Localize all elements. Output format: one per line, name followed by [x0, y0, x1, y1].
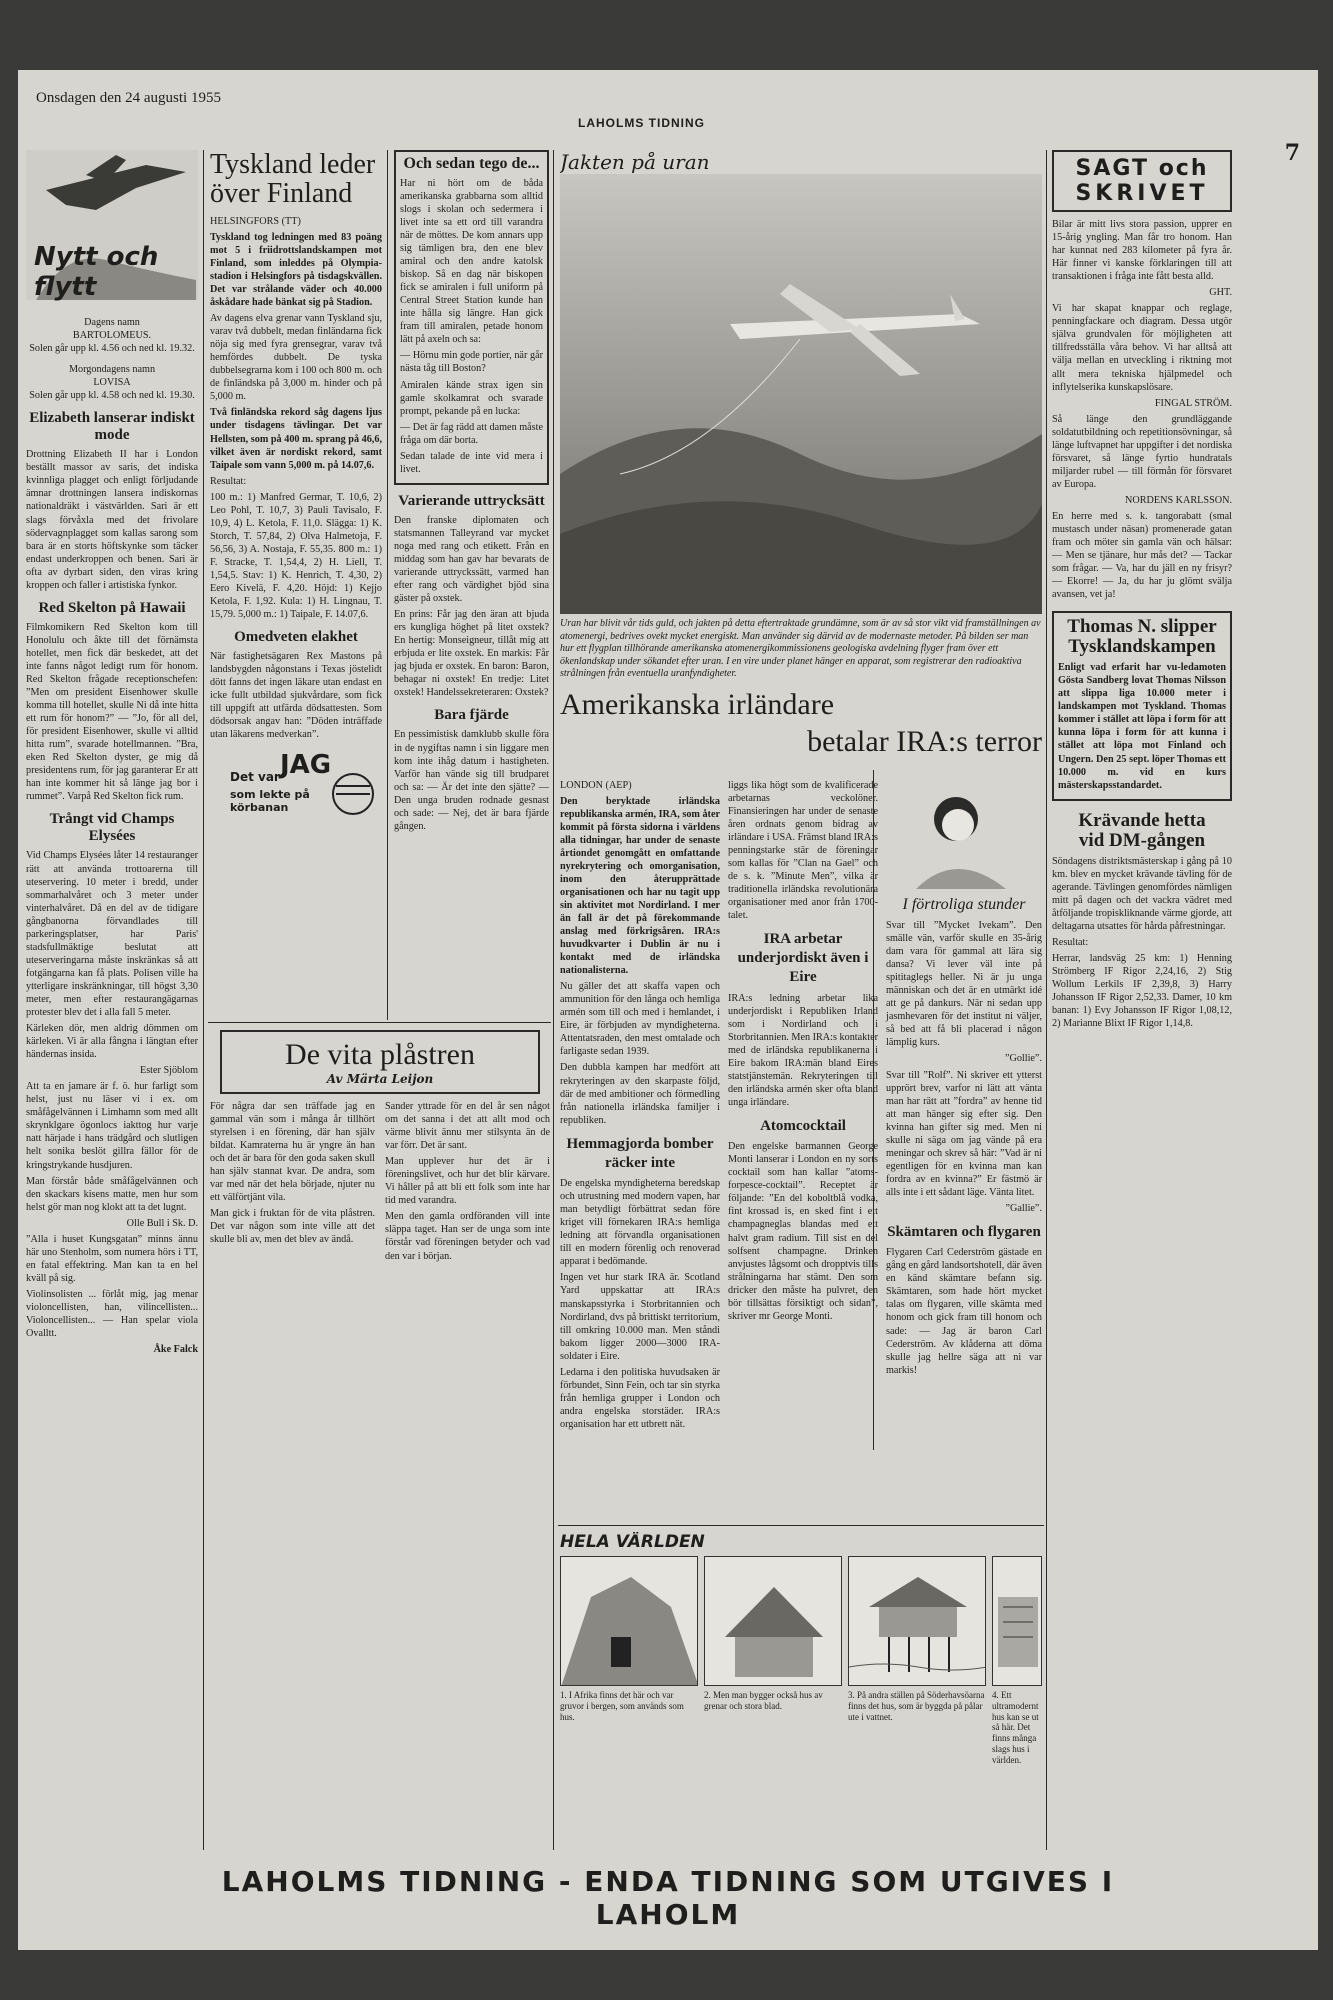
signature: Olle Bull i Sk. D.: [126, 1217, 198, 1229]
sedan-tego-box: [394, 150, 549, 485]
logo-line-1: SAGT och: [1075, 156, 1209, 181]
tomorrow-label: Morgondagens namn: [68, 364, 156, 376]
logo-line-2: SKRIVET: [1075, 181, 1209, 206]
headline-atomcocktail: Atomcocktail: [760, 1118, 846, 1134]
cartoon-caption-2: 2. Men man bygger också hus av grenar och stora blad.: [704, 1690, 823, 1711]
article-text: Filmkomikern Red Skelton kom till Honolulu och åkte till det förnämsta hotellet, men fick där beskedet, att det inte fanns något ledigt rum för honom. Red Skelton frågade receptionschefen: ”Men om president Eisenhower skulle komma till hotellet, skulle Ni då inte hitta ett rum för honom?” — ”Jo, för all del, för president Eisenhower, skulle vi alltid hitta rum”, svarade hotellmannen. ”Bra, eken Red Skelton dyster, ge mig då presidentens rum, för jag garanterar Er att han inte kommer hit så länge jag bor i rummet”. Varpå Red Skelton fick rum.: [26, 621, 198, 803]
cartoon-panel-4: [992, 1556, 1042, 1686]
article-text: Bilar är mitt livs stora passion, upprer en 15-årig yngling. Man får tro honom. Han har kunnat ned 283 kilometer på fyra år. Här finner vi kanske förklaringen till att transaktionen i fråga inte fått besta alld.: [1052, 219, 1232, 283]
article-text: En pessimistisk damklubb skulle föra in de nygiftas namn i sin liggare men kom inte ihåg datum i hastigheten. Varför han vände sig till brudparet och sa: — Är det inte den sjätte? — Den unga bruden rodnade gesnast och sade: — Nej, det är bara fjärde gången.: [394, 729, 549, 832]
signature: FINGAL STRÖM.: [1154, 397, 1232, 409]
article-text: Att ta en jamare är f. ö. hur farligt som helst, just nu läser vi i ex. om småfågelvännen i Limhamn som med allt skrynklgare ögonlocs iakttog hur varje natt härjade i hans trädgård och slutligen helt sonika beslöt gillra fällor för de kringstrykande husdjuren.: [26, 1081, 198, 1171]
article-text: Den dubbla kampen har medfört att rekryteringen av den skarpaste följd, där de med ambitioner och förmedling från nationella irländska familjer i republiken.: [560, 1062, 720, 1126]
signature: ”Gallie”.: [1005, 1203, 1042, 1214]
hela-varlden-strip: [560, 1532, 1042, 1852]
article-text: Sedan talade de inte vid mera i livet.: [400, 450, 543, 475]
headline-omedveten: Omedveten elakhet: [234, 629, 358, 646]
article-text: Vi har skapat knappar och reglage, penningfackare och diagram. Dessa utgör själva grundvalen för möjligheten att tillfredsställa våra behov. Vi har alltså att välja mellan en utveckling i riktning mot allt mera tekniska hjälpmedel och inflytelserika kunskapslösare.: [1052, 303, 1232, 393]
headline-box: De vita plåstren Av Märta Leijon: [220, 1030, 540, 1094]
article-text: Man förstår både småfågelvännen och den skackars kisens matte, men hur som helst gör man nog klokt att ta det lugnt.: [26, 1175, 198, 1213]
sun-today: Solen går upp kl. 4.56 och ned kl. 19.32.: [29, 343, 195, 355]
article-text: Den engelske barmannen George Monti lanserar i London en ny sorts cocktail som han kallar ”atoms-forpesce-cocktail”. Receptet är följande: ”En del koboltblå vodka, fint krossad is, en sked fint i ett champagneglas blandas med ett halvt gram radium. Till sist en del solfsent champagne. Drinken anvjustes lågsomt och dropptvis tills strålningarna har stämt. Den som dricker den måste ha pulvret, den bör tillsättas försiktigt och sidan”, skriver mr George Monti.: [728, 1141, 878, 1322]
article-text: — Det är fag rädd att damen måste fråga om där borta.: [400, 421, 543, 446]
modern-house-icon: [993, 1557, 1042, 1686]
headline-line-1: Amerikanska irländare: [560, 687, 835, 721]
cartoon-panel-3: [848, 1556, 986, 1686]
article-text: Ingen vet hur stark IRA är. Scotland Yard uppskattar att IRA:s manskapsstyrka i Storbritannien och Nordirland, dvs på brittiskt territorium, till omkring 10.000 man. Men ståndi bakom ligger 2000—3000 IRA-soldater i Eire.: [560, 1272, 720, 1362]
cartoon-panel-2: [704, 1556, 842, 1686]
column-6: [1052, 150, 1232, 1870]
ad-line-2: JAG: [280, 749, 332, 780]
headline-line-2: betalar IRA:s terror: [807, 725, 1042, 758]
article-text: Flygaren Carl Cederström gästade en gång en gård landsortshotell, där även en känd skämtare befann sig. Skämtaren, som hade hört mycket talas om flygaren, ville skämta med honom och gick fram till honom och sade: — Jag är baron Carl Cederström. Av klåderna att döma skulle jag hellre säga att ni var markis!: [886, 1247, 1042, 1376]
cave-dwelling-icon: [561, 1557, 698, 1686]
results-text: 100 m.: 1) Manfred Germar, T. 10,6, 2) Leo Pohl, T. 10,7, 3) Pauli Tavisalo, F. 10,9, 4) L. Ketola, F. 11,0. Slägga: 1) K. Storch, T. 57,84, 2) Olva Halmetoja, F. 56,56, 3) A. Nostaja, F. 55,35. 800 m.: 1) F. Stracke, T. 1,54,4, 2) H. Liell, T. 1,54,5. Stav: 1) K. Henrich, T. 4,30, 2) Eero Kivelä, F. 4,20. Höjd: 1) Kejjo Ketola, F. 1,92. Kula: 1) H. Lingnau, T. 15,79. 5,000 m.: 1) Taipale, F. 14.07,6.: [210, 491, 382, 621]
ad-line-3: som lekte på körbanan: [230, 787, 310, 814]
column-2: [210, 150, 382, 1020]
cartoon-caption-3: 3. På andra ställen på Söderhavsöarna finns det hus, som är byggda på pålar ute i vattnet.: [848, 1690, 985, 1722]
column-rule: [387, 150, 388, 1020]
article-text: De engelska myndigheterna beredskap och utrustning med modern vapen, har man betydligt förbättrat sedan före kriget vill förnekaren IRA:s hemliga ledning att förvandla organisationen till en modern förenlig och renoverad apparat i bedömande.: [560, 1178, 720, 1268]
ira-article-col-a: [560, 779, 720, 1434]
headline-line-1: Thomas N. slipper: [1067, 616, 1217, 638]
article-text: En prins: Får jag den äran att bjuda ers kungliga höghet på litet oxstek? En hertig: Monseigneur, tillåt mig att erbjuda er lite oxstek. En markis: Får jag bjuda er oxstek. En baron: Baron, behagar ni oxstek! En tredje: Litet oxstek! Handelssekreteraren: Oxstek?: [394, 609, 549, 699]
article-text: Drottning Elizabeth II har i London beställt massor av saris, det indiska kvinnliga plagget och enligt förljudande ämnar drottningen lansera indiskornas nationaldräkt i västvärlden. Sari är ett slags förvåxla med det frivolare södervagnplagget som kallas sarong som bara är en storts höftskynke som täcker endast underkroppen och benen. Sari är ofta av dyrbart siden, den viras kring kroppen och faller i artistiska fynkor.: [26, 449, 198, 591]
column-3: [394, 150, 549, 1020]
hut-icon: [705, 1557, 842, 1686]
column-4-5: [560, 150, 1042, 1520]
fortroliga-column: [886, 779, 1042, 1434]
article-text: Den franske diplomaten och statsmannen Talleyrand var mycket noga med rang och etikett. Från en middag som han gav har bevarats de varierande uttryckssätt, varmed han efter rang och värdighet bjöd sina gäster på oxstek.: [394, 514, 549, 605]
article-text: När fastighetsägaren Rex Mastons på landsbygden någonstans i Texas jöstelidt dött fanns det ingen läkare utan endast en icke fullt utbildad sjukvårdare, som fick till uppgift att utfärda dödsattesten. Som dödsorsak angav han: ”Döden inträffade utan läkarens medverkan”.: [210, 651, 382, 741]
de-vita-plastren-article: De vita plåstren Av Märta Leijon För några dar sen träffade jag en gammal vän som i många år tillhört styrelsen i en förening, där han själv bildat. Kamraterna hu är yngre än han och det är bara för den goda saken skull han själv stannat kvar. De andra, som var med när det hela började, njuter nu ett välförtjänt vila. Man gick i fruktan för de vita plåstren. Det var någon som inte ville att det skulle bli av, men det blev av ändå. Sander yttrade för en del år sen något om det sanna i det att allt mod och värme blivit ännu mer stilsynta än de var förr. Det är sant. Man upplever hur det är i föreningslivet, och hur det blir kärvare. Vi håller på att bli ett folk som inte har tid med varandra. Men den gamla ordföranden vill inte släppa taget. Han ser de unga som inte förstår vad föreningen betyder och vad den var i början.: [210, 1030, 550, 1850]
article-text: Har ni hört om de båda amerikanska grabbarna som alltid slogs i skolan och sedermera i livet inte sa ett ord till varandra när de möttes. De kom annars upp sig tämligen bra, den ene blev amiral och den andre katolsk biskop. Så en dag när biskopen fick se amiralen i full uniform på Central Street Station kunde han inte hålla sig längre. Han gick fram till amiralen, petade honom lätt på axeln och sa:: [400, 177, 543, 346]
section-rule: [558, 1525, 1044, 1526]
section-rule: [208, 1022, 551, 1023]
article-text: Två finländska rekord såg dagens ljus under tisdagens tävlingar. Det var Hellsten, som på 400 m. sprang på 46,6, vilket även är nordiskt rekord, samt Taipale som vann 5,000 m. på 14.07,6.: [210, 407, 382, 471]
article-text: Vid Champs Elysées låter 14 restauranger rätt att använda trottoarerna till uteservering. 10 meter i bredd, under sommarhalvåret och 3 meter under vinterhalvåret. Då en del av de tidigare gångbanorna förvandlades till parkeringsplatser, har Paris' stadsfullmäktige beslutat att uteserveringarna måste inskränkas så att fotgängarna kan få plats. Polisen ville ha ytterligare inskränkningar, till högst 3,30 meter, men efter restaurangägarnas protester blev det i alla fall 5 meter.: [26, 850, 198, 1019]
headline-skamtaren: Skämtaren och flygaren: [887, 1224, 1041, 1241]
headline-red-skelton: Red Skelton på Hawaii: [38, 599, 186, 616]
photo-title: Jakten på uran: [560, 150, 710, 174]
headline-champs-elysees: Trångt vid Champs Elysées: [49, 811, 175, 845]
headline-line-1: Krävande hetta: [1078, 809, 1206, 831]
article-text: Enligt vad erfarit har vu-ledamoten Gösta Sandberg lovat Thomas Nilsson att slippa liga 10.000 meter i landskampen mot Tyskland. Thomas kommer i stället att löpa i form för att kunna löpa i form för att kunna i stället att löpa mot Finland och Ungern. Den 25 sept. löper Thomas ett 10.000 m. vid en kurs mästerskapsstandardet.: [1058, 662, 1226, 791]
dateline: HELSINGFORS (TT): [210, 215, 301, 227]
article-text: Så länge den grundläggande soldatutbildning och repetitionsövningar, så länge luftvapnet har uppgifter i det nordiska försvaret, så länge fyrtio hundratals miljarder rubel — till förmån för försvaret av Europa.: [1052, 413, 1232, 490]
article-text: Söndagens distriktsmästerskap i gång på 10 km. blev en mycket krävande tävling för de agerande. Tävlingen genomfördes nämligen mitt på dagen och det vackra vädret med åtföljande tropiskliknande värme gjorde, att deltagarna utsattes för hårda påfrestningar.: [1052, 855, 1232, 932]
signature: Åke Falck: [153, 1344, 198, 1356]
signature: Ester Sjöblom: [139, 1065, 198, 1077]
article-text: — Hörnu min gode portier, när går nästa tåg till Boston?: [400, 350, 543, 375]
headline-varierande: Varierande uttrycksätt: [398, 492, 545, 509]
footer-slogan: LAHOLMS TIDNING - ENDA TIDNING SOM UTGIVES I LAHOLM: [221, 1865, 1115, 1931]
namesday-label: Dagens namn: [84, 317, 140, 328]
photo-caption: Uran har blivit vår tids guld, och jakten på detta eftertraktade grundämne, som är av så stor vikt vid framställningen av atomenergi, bedrives ovekt mycket energiskt. Man använder sig därvid av de modernaste metoder. På bilden ser man hur ett flygplan tillhörande amerikanska atomenergikommissionens geologiska avdelning flyger fram över ett ökenlandskap under sökandet efter uran. I en vire under planet hänger en apparat, som registrerar den radioaktiva strålningen från eventuella uranfyndigheter.: [560, 618, 1041, 679]
headline-hemmagjorda: Hemmagjorda bomber räcker inte: [566, 1135, 714, 1171]
headline-ira-eire: IRA arbetar underjordiskt även i Eire: [737, 931, 869, 986]
article-text: Nu gäller det att skaffa vapen och ammunition för den långa och hemliga armén som till och med i hemlandet, i Eire, är förbjuden av myndigheterna. Attentatsraden, den mest omtalade och farligaste sedan 1939.: [560, 981, 720, 1058]
thomas-n-box: [1052, 611, 1232, 800]
ira-headline: [560, 689, 1042, 779]
results-label: Resultat:: [210, 475, 247, 487]
headline-line-2: vid DM-gången: [1078, 829, 1206, 851]
cartoon-panel-1: [560, 1556, 698, 1686]
logo-text: Nytt och flytt: [34, 242, 159, 302]
cartoon-caption-1: 1. I Afrika finns det här och var gruvor i bergen, som används som hus.: [560, 1690, 684, 1722]
headline-bara-fjarde: Bara fjärde: [434, 707, 509, 724]
signature: NORDENS KARLSSON.: [1125, 494, 1232, 506]
article-text: En herre med s. k. tangorabatt (smal mustasch under näsan) promenerade gatan fram och möter sin gamla vän och hälsar: — Men se tjänare, hur mås det? — Tackar som frågar. — Va, har du jäll en ny frisyr? — Ekorre! — Ja, du har ju glömt svälja avansen, vet ja!: [1052, 510, 1232, 601]
headline-elizabeth: Elizabeth lanserar indiskt mode: [29, 410, 195, 444]
bandaged-head-icon: [328, 764, 378, 824]
uranium-plane-photo: [560, 174, 1042, 614]
tomorrow-name: LOVISA: [93, 377, 131, 389]
results-label: Resultat:: [1052, 936, 1089, 948]
strip-title: HELA VÄRLDEN: [560, 1532, 705, 1552]
page-number: 7: [1284, 140, 1300, 166]
column-rule: [553, 150, 554, 1850]
namesday-name: BARTOLOMEUS.: [72, 330, 152, 342]
dateline: LONDON (AEP): [560, 779, 632, 791]
sagt-och-skrivet-logo: [1052, 150, 1232, 212]
column-rule: [1046, 150, 1047, 1850]
article-text: Ledarna i den politiska huvudsaken är förbundet, Sinn Fein, och tar sin styrka från hemliga grupper i London och andra engelska storstäder. IRA:s organisation har ett utbrett nät.: [560, 1366, 720, 1430]
results-text: Herrar, landsväg 25 km: 1) Henning Strömberg IF Rigor 2,24,16, 2) Stig Wollum Lerkils IF 2,39,8, 3) Harry Johansson IF Rigor 2,52,33. Damer, 10 km banan: 1) Evy Johansson IF Rigor 1,08,12, 2) Marianne Blixt IF Rigor 1,14,8.: [1052, 952, 1232, 1030]
issue-date: Onsdagen den 24 augusti 1955: [36, 90, 221, 106]
airplane-photo-icon: [560, 174, 1042, 614]
woman-thinking-icon: [886, 779, 1042, 889]
article-text: Svar till ”Mycket Ivekam”. Den smälle vän, varför skulle en 35-årig dam vara för gammal att lära sig dansa? Vi lever väl inte på spititaglegs heller. Ni är ju unga människan och det är en utmärkt idé att ge på dankurs. När ni sedan upp jasmhevaren för det institut ni väljer, så bed att få bli placerad i någon lämplig kurs.: [886, 920, 1042, 1049]
article-text: Violinsolisten ... förlåt mig, jag menar violoncellisten, han, vilincellisten... Violoncellisten... — Han spelar viola Ovalltt.: [26, 1288, 198, 1340]
column-1: [26, 150, 198, 1870]
headline-tyskland: Tyskland leder över Finland: [210, 150, 376, 210]
headline-line-2: Tysklandskampen: [1068, 636, 1216, 658]
column-rule: [203, 150, 204, 1850]
article-text: Kärleken dör, men aldrig dömmen om kärleken. Vi är alla fångna i längtan efter händernas insida.: [26, 1023, 198, 1061]
cartoon-caption-4: 4. Ett ultramodernt hus kan se ut så här. Det finns många slags hus i världen.: [992, 1690, 1039, 1765]
article-lead: Den beryktade irländska republikanska armén, IRA, som åter kommit på första sidorna i världens alla tidningar, har under de senaste årtiondet genomgått en omfattande nyrekrytering och omorganisation, inom den återupprättade organisationen och har nu tagit upp sin aktivitet mot Nordirland. I mer än fall är det på förekommande anslag med förkrigsåren. IRA:s huvudkvarter i Dublin är nu i kontakt med de irländska nationalisterna.: [560, 795, 720, 977]
signature: GHT.: [1209, 287, 1232, 299]
sun-tomorrow: Solen går upp kl. 4.58 och ned kl. 19.30.: [29, 390, 195, 402]
article-text: IRA:s ledning arbetar lika underjordiskt i Republiken Irland som i Nordirland och i Storbritannien. Men IRA:s kontakter med de irländska republikanerna i Eire bakom IRA:män bland Eires statstjänstemän. Rekryteringen till den irländska armén sker ofta bland unga irländare.: [728, 992, 878, 1108]
headline-fortroliga: I förtroliga stunder: [902, 895, 1026, 913]
article-text: Svar till ”Rolf”. Ni skriver ett ytterst upprört brev, varfor ni lätt att vänta man har rätt att ”fordra” av henne tid att man hänger sig efter sig. Den kvinna han gifter sig med. Men ni skulle ni säga om jag vände på era meningar och skrev så här: ”Vad är ni egentligen för en kvinna man kan fordra av en kvinna?” Er fästmö är alls inte i ett sådant läge. Vänta litet.: [886, 1069, 1042, 1198]
nytt-och-flytt-logo: [26, 150, 198, 300]
signature: ”Gollie”.: [1004, 1053, 1042, 1065]
article-lead: Tyskland tog ledningen med 83 poäng mot 5 i friidrottslandskampen mot Finland, som inleddes på Olympia-stadion i Helsingfors på tisdagskvällen. Det var strålande väder och 40.000 åskådare hade bänkat sig på Stadion.: [210, 231, 382, 309]
ira-article-col-b: [728, 779, 878, 1434]
article-text: Av dagens elva grenar vann Tyskland sju, varav två dubbelt, medan finländarna fick nöja sig med fyra grensegrar, varav två hemfördes dubbelt. De tyska dubbelsegrarna kom i 100 och 800 m. och de finländska på 3,000 m. hinder och på 5,000 m.: [210, 313, 382, 403]
namesday-block: [26, 316, 198, 402]
article-text: Amiralen kände strax igen sin gamle skolkamrat och svarade prompt, pekande på en lucka:: [400, 379, 543, 417]
safety-ad: [210, 750, 382, 830]
ad-line-1: Det var: [230, 769, 280, 784]
headline-sedan-tego: Och sedan tego de...: [403, 155, 540, 172]
article-text: ”Alla i huset Kungsgatan” minns ännu här uno Stenholm, som numera hörs i TT, en fatal effektring. Man kan ta en hel kväll på sig.: [26, 1233, 198, 1284]
stilt-house-icon: [849, 1557, 986, 1686]
newspaper-page: [18, 70, 1318, 1950]
paper-name: LAHOLMS TIDNING: [578, 116, 705, 130]
article-text: liggs lika högt som de kvalificerade arbetarnas veckolöner. Finansieringen har under de senaste åren ordnats genom bidrag av irländare i USA. Främst bland IRA:s penningstarke stär de föreningar som kallas för ”Clan na Gael” och de s. k. ”Minute Men”, vilka är traditionella irländska revolutionära organisationer med anor från 1700-talet.: [728, 779, 878, 921]
